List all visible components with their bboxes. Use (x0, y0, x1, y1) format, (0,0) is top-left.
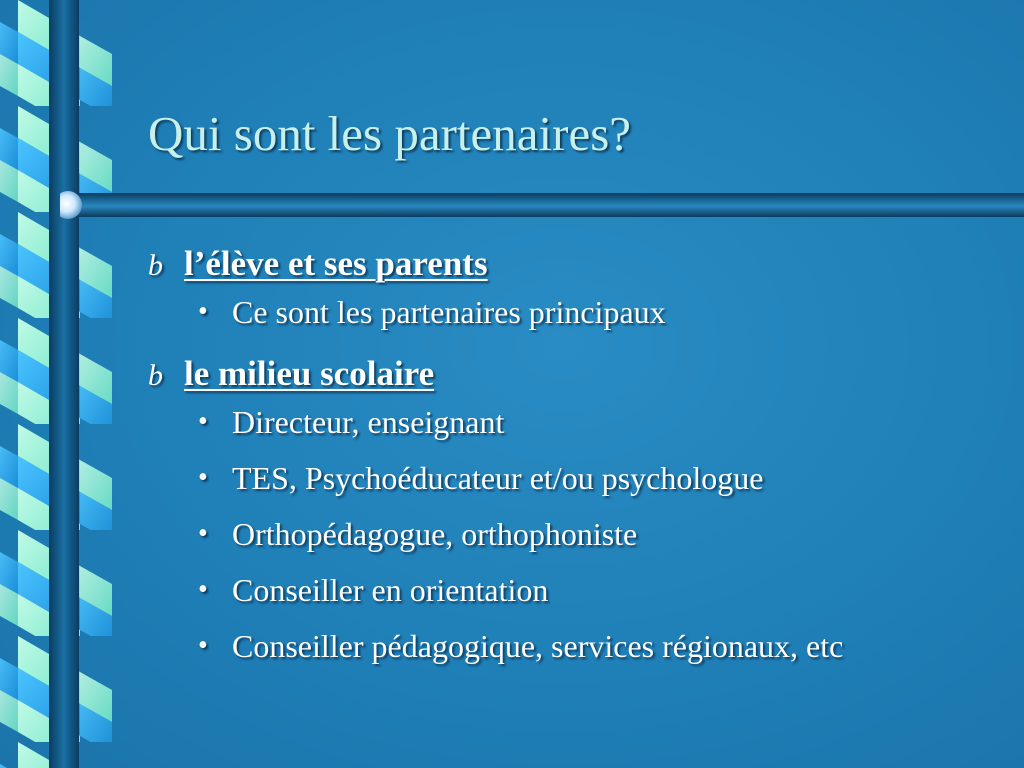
list-item (148, 458, 1008, 514)
list-item (148, 292, 1008, 348)
list-item-text: TES, Psychoéducateur et/ou psychologue (232, 460, 764, 496)
list-item (148, 514, 1008, 570)
list-item (148, 570, 1008, 626)
ribbon-decoration (0, 0, 112, 768)
list-item-text: Orthopédagogue, orthophoniste (232, 516, 638, 552)
script-b-bullet-icon: b (148, 249, 163, 282)
slide-title: Qui sont les partenaires? (148, 106, 632, 161)
list-item (148, 626, 1008, 682)
list-item-text: Conseiller en orientation (232, 572, 549, 608)
list-item-text: Conseiller pédagogique, services régionaux, etc (232, 628, 844, 664)
list-item (148, 402, 1008, 458)
section-heading-text: le milieu scolaire (184, 354, 435, 393)
dot-bullet-icon: • (198, 574, 208, 605)
dot-bullet-icon: • (198, 462, 208, 493)
list-item-text: Directeur, enseignant (232, 404, 505, 440)
bullet-list (148, 238, 1008, 682)
list-item-text: Ce sont les partenaires principaux (232, 294, 666, 330)
dot-bullet-icon: • (198, 518, 208, 549)
section-heading-eleve (148, 244, 1008, 292)
section-heading-milieu (148, 354, 1008, 402)
dot-bullet-icon: • (198, 406, 208, 437)
title-divider-bar (60, 191, 1024, 219)
script-b-bullet-icon: b (148, 359, 163, 392)
dot-bullet-icon: • (198, 630, 208, 661)
section-heading-text: l’élève et ses parents (184, 244, 488, 283)
dot-bullet-icon: • (198, 296, 208, 327)
